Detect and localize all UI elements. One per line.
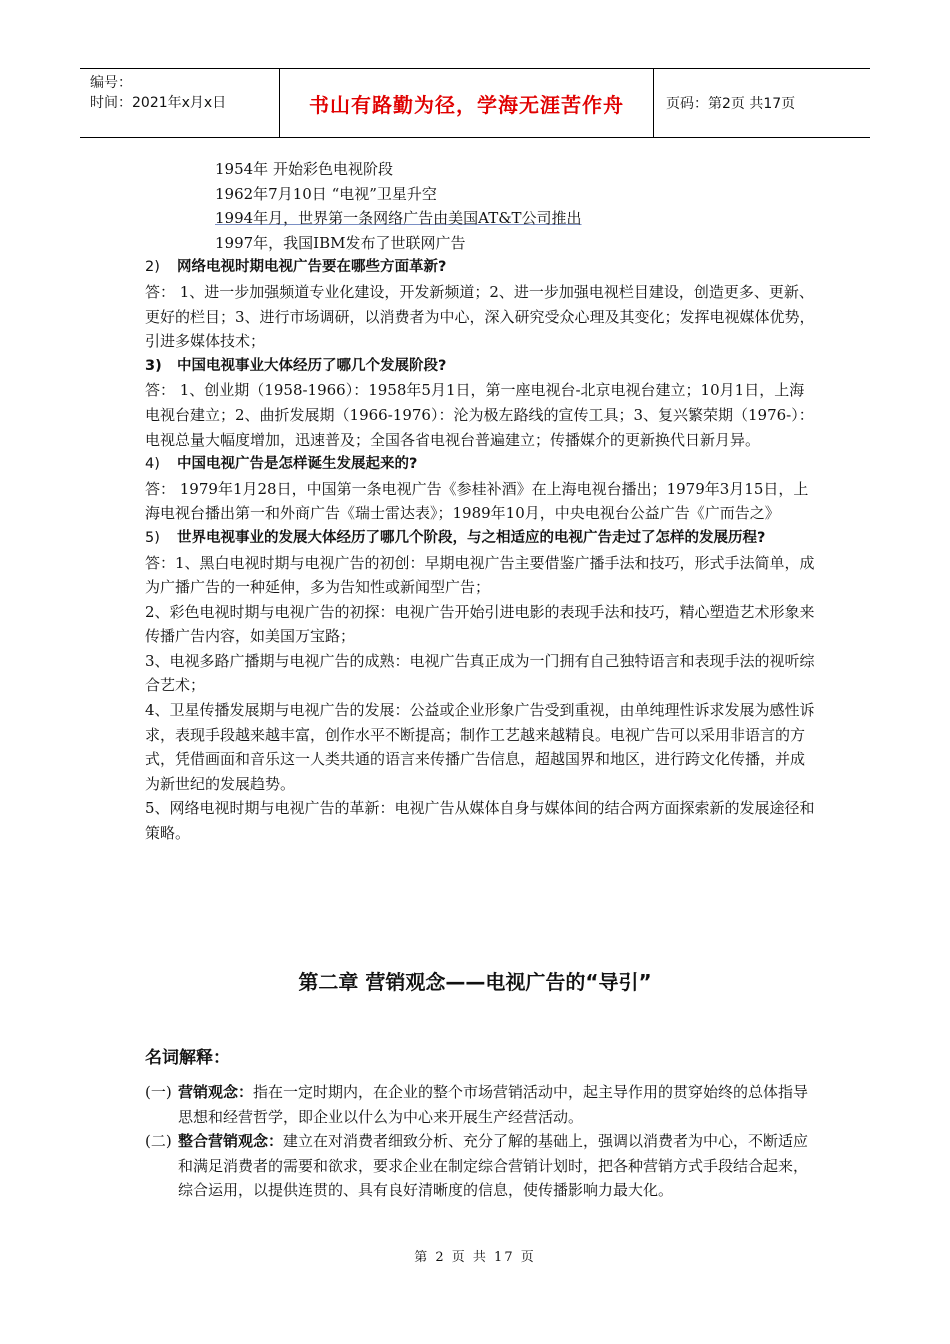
main-content (145, 157, 815, 846)
answer: 答： 1、创业期（1958-1966）：1958年5月1日，第一座电视台-北京电视台建立；10月1日，上海电视台建立；2、曲折发展期（1966-1976）：沦为极左路线的宣传工具；3、复兴繁荣期（1976-）：电视总量大幅度增加，迅速普及；全国各省电视台普遍建立；传播媒介的更新换代日新月异。 (145, 381, 814, 449)
timeline-item: 1954年 开始彩色电视阶段 (215, 160, 393, 178)
question (145, 255, 815, 280)
page-header (80, 68, 870, 138)
term-text: 建立在对消费者细致分析、充分了解的基础上，强调以消费者为中心，不断适应和满足消费者的需要和欲求，要求企业在制定综合营销计划时，把各种营销方式手段结合起来，综合运用，以提供连贯的、具有良好清晰度的信息，使传播影响力最大化。 (178, 1132, 809, 1200)
answer-item: 4、卫星传播发展期与电视广告的发展：公益或企业形象广告受到重视，由单纯理性诉求发展为感性诉求，表现手段越来越丰富，创作水平不断提高；制作工艺越来越精良。电视广告可以采用非语言的方式，凭借画面和音乐这一人类共通的语言来传播广告信息，超越国界和地区，进行跨文化传播，并成为新世纪的发展趋势。 (145, 701, 815, 793)
answer: 答： 1、进一步加强频道专业化建设，开发新频道；2、进一步加强电视栏目建设，创造更多、更新、更好的栏目；3、进行市场调研，以消费者为中心，深入研究受众心理及其变化；发挥电视媒体优势，引进多媒体技术； (145, 282, 815, 351)
timeline-item: 1962年7月10日 “电视”卫星升空 (215, 184, 437, 203)
question (145, 526, 815, 551)
term-item (145, 1080, 815, 1129)
doc-date: 时间：2021年x月x日 (90, 95, 227, 111)
question (145, 452, 815, 477)
timeline-item: 1994年月，世界第一条网络广告由美国AT&T公司推出 (215, 209, 582, 228)
answer-item: 2、彩色电视时期与电视广告的初探：电视广告开始引进电影的表现手法和技巧，精心塑造艺术形象来传播广告内容，如美国万宝路； (145, 602, 815, 646)
header-page-number: 页码：第2页 共17页 (666, 96, 796, 112)
chapter-title: 第二章 营销观念——电视广告的“导引” (298, 970, 652, 994)
question (145, 354, 815, 379)
question-number: 4) (145, 456, 160, 473)
question-number: 5) (145, 529, 160, 546)
terms-heading: 名词解释： (145, 1048, 230, 1068)
header-meta (80, 69, 280, 137)
question-text: 世界电视事业的发展大体经历了哪几个阶段，与之相适应的电视广告走过了怎样的发展历程? (177, 529, 766, 546)
terms-list (145, 1080, 815, 1203)
header-motto: 书山有路勤为径，学海无涯苦作舟 (280, 69, 654, 137)
answer: 答：1、黑白电视时期与电视广告的初创：早期电视广告主要借鉴广播手法和技巧，形式手法简单，成为广播广告的一种延伸，多为告知性或新闻型广告； (145, 553, 815, 597)
question-text: 中国电视事业大体经历了哪几个发展阶段? (177, 357, 447, 374)
question-number: 2) (145, 259, 160, 276)
question-text: 中国电视广告是怎样诞生发展起来的? (177, 456, 418, 473)
page-footer: 第 2 页 共 17 页 (414, 1250, 536, 1265)
answer-item: 5、网络电视时期与电视广告的革新：电视广告从媒体自身与媒体间的结合两方面探索新的发展途径和策略。 (145, 799, 815, 843)
question-number: 3) (145, 357, 162, 374)
question-text: 网络电视时期电视广告要在哪些方面革新? (177, 259, 447, 276)
term-item (145, 1129, 815, 1203)
answer: 答： 1979年1月28日，中国第一条电视广告《参桂补酒》在上海电视台播出；1979年3月15日，上海电视台播出第一和外商广告《瑞士雷达表》；1989年10月，中央电视台公益广告《广而告之》 (145, 479, 809, 523)
term-label: 营销观念： (178, 1083, 254, 1101)
term-text: 指在一定时期内，在企业的整个市场营销活动中，起主导作用的贯穿始终的总体指导思想和经营哲学，即企业以什么为中心来开展生产经营活动。 (178, 1083, 809, 1126)
doc-number-label: 编号： (90, 75, 132, 91)
term-label: 整合营销观念： (178, 1132, 284, 1151)
term-number: (一) (145, 1083, 172, 1101)
term-number: (二) (145, 1132, 172, 1151)
timeline-item: 1997年，我国IBM发布了世联网广告 (215, 233, 466, 252)
answer-item: 3、电视多路广播期与电视广告的成熟：电视广告真正成为一门拥有自己独特语言和表现手法的视听综合艺术； (145, 651, 815, 695)
